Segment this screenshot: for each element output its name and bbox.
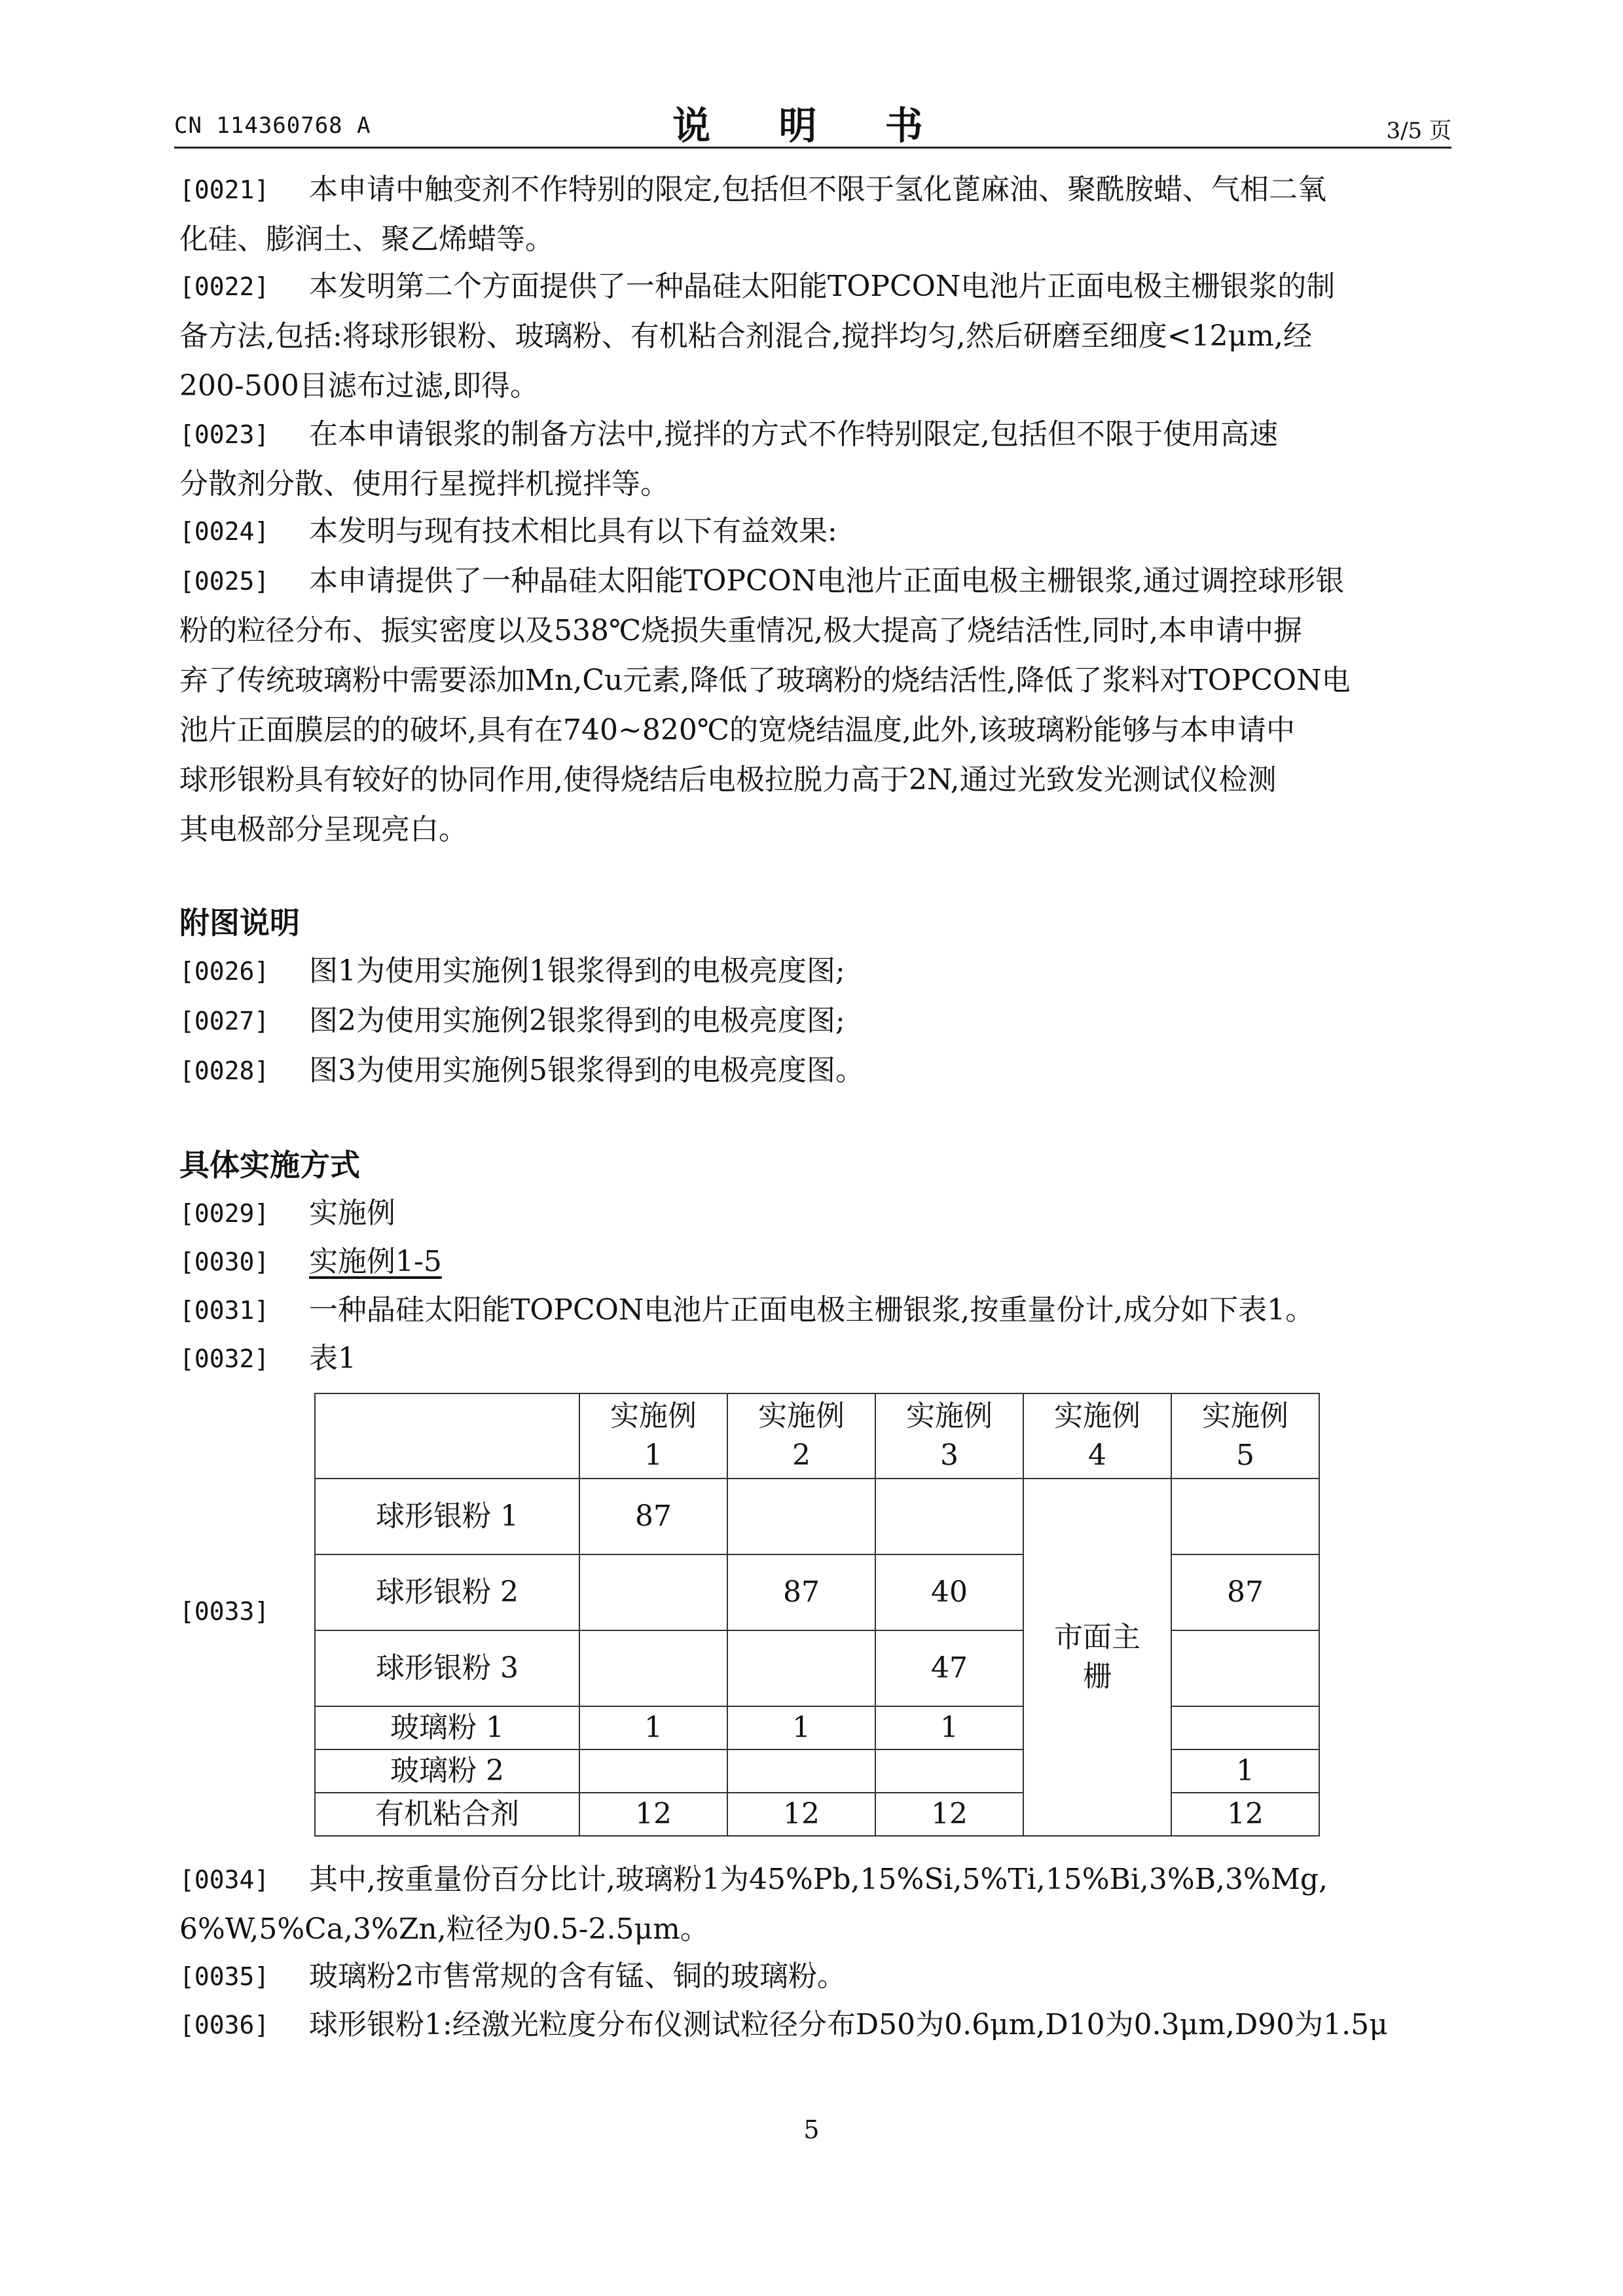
paragraph-0030 bbox=[179, 1237, 1456, 1287]
table-cell bbox=[579, 1749, 727, 1793]
paragraph-tag: [0025] bbox=[179, 567, 270, 596]
table-cell bbox=[579, 1630, 727, 1706]
underlined-heading: 实施例1-5 bbox=[309, 1245, 442, 1278]
paragraph-0022 bbox=[179, 262, 1456, 411]
table-cell bbox=[1171, 1479, 1319, 1554]
table-cell: 1 bbox=[727, 1706, 875, 1749]
paragraph-line: 池片正面膜层的的破坏,具有在740~820℃的宽烧结温度,此外,该玻璃粉能够与本申请中 bbox=[179, 713, 1296, 747]
paragraph-0031 bbox=[179, 1285, 1456, 1335]
paragraph-tag: [0022] bbox=[179, 272, 270, 301]
paragraph-0023 bbox=[179, 410, 1456, 509]
table-cell bbox=[875, 1479, 1023, 1554]
paragraph-line: 本发明与现有技术相比具有以下有益效果: bbox=[309, 514, 837, 548]
paragraph-line: 图3为使用实施例5银浆得到的电极亮度图。 bbox=[309, 1054, 864, 1087]
paragraph-tag: [0021] bbox=[179, 175, 270, 204]
paragraph-tag: [0024] bbox=[179, 517, 270, 546]
paragraph-line: 本申请中触变剂不作特别的限定,包括但不限于氢化蓖麻油、聚酰胺蜡、气相二氧 bbox=[309, 173, 1326, 206]
table-row-label: 玻璃粉 2 bbox=[315, 1749, 579, 1793]
table-row-label: 有机粘合剂 bbox=[315, 1793, 579, 1836]
paragraph-line: 本申请提供了一种晶硅太阳能TOPCON电池片正面电极主栅银浆,通过调控球形银 bbox=[309, 564, 1345, 598]
composition-table bbox=[314, 1393, 1320, 1837]
paragraph-tag: [0027] bbox=[179, 1007, 270, 1035]
paragraph-line: 图2为使用实施例2银浆得到的电极亮度图; bbox=[309, 1004, 845, 1037]
paragraph-tag: [0030] bbox=[179, 1247, 270, 1276]
table-row-label: 玻璃粉 1 bbox=[315, 1706, 579, 1749]
paragraph-tag: [0031] bbox=[179, 1296, 270, 1325]
paragraph-line: 化硅、膨润土、聚乙烯蜡等。 bbox=[179, 223, 554, 256]
table-row-label: 球形银粉 2 bbox=[315, 1554, 579, 1630]
paragraph-tag: [0034] bbox=[179, 1865, 270, 1894]
table-header-cell: 实施例 4 bbox=[1023, 1393, 1171, 1479]
table-cell: 12 bbox=[727, 1793, 875, 1836]
table-cell: 1 bbox=[875, 1706, 1023, 1749]
paragraph-tag: [0023] bbox=[179, 420, 270, 449]
section-title-embodiments: 具体实施方式 bbox=[179, 1147, 360, 1183]
table-header-cell: 实施例 2 bbox=[727, 1393, 875, 1479]
paragraph-tag: [0029] bbox=[179, 1199, 270, 1228]
paragraph-0032 bbox=[179, 1334, 1456, 1384]
table-cell: 12 bbox=[1171, 1793, 1319, 1836]
paragraph-tag: [0032] bbox=[179, 1344, 270, 1373]
header-pub-number: CN 114360768 A bbox=[174, 113, 371, 139]
table-cell: 1 bbox=[1171, 1749, 1319, 1793]
figure-caption bbox=[179, 996, 1456, 1046]
header-title: 说 明 书 bbox=[672, 103, 951, 148]
table-row-label: 球形银粉 1 bbox=[315, 1479, 579, 1554]
table-cell: 12 bbox=[875, 1793, 1023, 1836]
paragraph-0024 bbox=[179, 507, 1456, 556]
paragraph-line: 玻璃粉2市售常规的含有锰、铜的玻璃粉。 bbox=[309, 1960, 846, 1993]
table-header-cell: 实施例 3 bbox=[875, 1393, 1023, 1479]
paragraph-line: 6%W,5%Ca,3%Zn,粒径为0.5-2.5μm。 bbox=[179, 1912, 709, 1946]
paragraph-line: 球形银粉1:经激光粒度分布仪测试粒径分布D50为0.6μm,D10为0.3μm,D90为1.5μ bbox=[309, 2008, 1388, 2041]
paragraph-line: 弃了传统玻璃粉中需要添加Mn,Cu元素,降低了玻璃粉的烧结活性,降低了浆料对TOPCON电 bbox=[179, 664, 1351, 697]
page-number: 5 bbox=[803, 2115, 820, 2144]
table-cell: 40 bbox=[875, 1554, 1023, 1630]
paragraph-line: 其中,按重量份百分比计,玻璃粉1为45%Pb,15%Si,5%Ti,15%Bi,3%B,3%Mg, bbox=[309, 1863, 1328, 1896]
table-cell bbox=[1171, 1706, 1319, 1749]
paragraph-line: 图1为使用实施例1银浆得到的电极亮度图; bbox=[309, 954, 845, 988]
table-cell: 87 bbox=[727, 1554, 875, 1630]
paragraph-0021 bbox=[179, 165, 1456, 264]
table-cell bbox=[579, 1554, 727, 1630]
paragraph-line: 本发明第二个方面提供了一种晶硅太阳能TOPCON电池片正面电极主栅银浆的制 bbox=[309, 270, 1336, 303]
table-row-label: 球形银粉 3 bbox=[315, 1630, 579, 1706]
header-rule bbox=[174, 147, 1451, 149]
table-row bbox=[315, 1479, 1319, 1554]
paragraph-line: 备方法,包括:将球形银粉、玻璃粉、有机粘合剂混合,搅拌均匀,然后研磨至细度<12μm,经 bbox=[179, 319, 1312, 353]
paragraph-tag: [0028] bbox=[179, 1056, 270, 1085]
paragraph-line: 在本申请银浆的制备方法中,搅拌的方式不作特别限定,包括但不限于使用高速 bbox=[309, 418, 1278, 451]
section-title-figures: 附图说明 bbox=[179, 905, 300, 941]
table-header-row bbox=[315, 1393, 1319, 1479]
table-cell bbox=[727, 1749, 875, 1793]
table-cell bbox=[875, 1749, 1023, 1793]
header-page: 3/5 页 bbox=[1386, 118, 1451, 144]
table-cell: 87 bbox=[579, 1479, 727, 1554]
table-cell: 87 bbox=[1171, 1554, 1319, 1630]
table-cell: 47 bbox=[875, 1630, 1023, 1706]
table-cell: 1 bbox=[579, 1706, 727, 1749]
table-header-cell: 实施例 1 bbox=[579, 1393, 727, 1479]
paragraph-line: 粉的粒径分布、振实密度以及538℃烧损失重情况,极大提高了烧结活性,同时,本申请中摒 bbox=[179, 614, 1303, 647]
table-cell bbox=[1171, 1630, 1319, 1706]
paragraph-tag: [0035] bbox=[179, 1962, 270, 1991]
paragraph-0035 bbox=[179, 1952, 1456, 2001]
table-header-cell: 实施例 5 bbox=[1171, 1393, 1319, 1479]
paragraph-0029 bbox=[179, 1189, 1456, 1238]
paragraph-line: 球形银粉具有较好的协同作用,使得烧结后电极拉脱力高于2N,通过光致发光测试仪检测 bbox=[179, 763, 1277, 797]
paragraph-line: 200-500目滤布过滤,即得。 bbox=[179, 369, 539, 403]
paragraph-line: 一种晶硅太阳能TOPCON电池片正面电极主栅银浆,按重量份计,成分如下表1。 bbox=[309, 1293, 1315, 1327]
table-cell bbox=[727, 1479, 875, 1554]
table-merged-cell: 市面主 栅 bbox=[1023, 1479, 1171, 1836]
figure-caption bbox=[179, 1046, 1456, 1096]
paragraph-line: 分散剂分散、使用行星搅拌机搅拌等。 bbox=[179, 467, 669, 501]
paragraph-tag: [0036] bbox=[179, 2011, 270, 2039]
paragraph-line: 其电极部分呈现亮白。 bbox=[179, 813, 467, 846]
table-corner-cell bbox=[315, 1393, 579, 1479]
paragraph-line: 实施例 bbox=[309, 1196, 395, 1230]
paragraph-line: 表1 bbox=[309, 1342, 356, 1375]
paragraph-line bbox=[309, 1237, 1456, 1287]
paragraph-tag: [0033] bbox=[179, 1597, 270, 1626]
table-cell: 12 bbox=[579, 1793, 727, 1836]
paragraph-tag: [0026] bbox=[179, 957, 270, 986]
table-cell bbox=[727, 1630, 875, 1706]
paragraph-0034 bbox=[179, 1855, 1456, 1954]
figure-caption bbox=[179, 946, 1456, 996]
paragraph-0025 bbox=[179, 556, 1456, 855]
paragraph-0036 bbox=[179, 2000, 1456, 2050]
